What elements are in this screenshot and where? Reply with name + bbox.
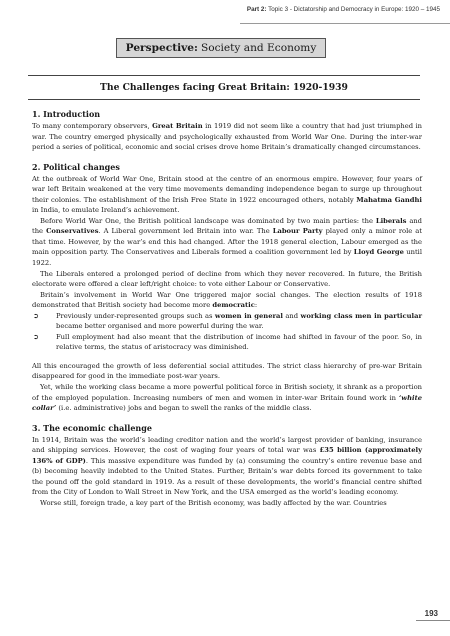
list-item	[32, 311, 422, 332]
text-run: Yet, while the working class became a more powerful political force in British society, it shrank as a proportion of the employed population. Increasing numbers of men and women in inter-war Britain found work in	[32, 383, 422, 402]
text-run: Previously under-represented groups such as	[56, 311, 215, 320]
emphasis: Great Britain	[152, 122, 203, 130]
list-item	[32, 332, 422, 353]
emphasis: Conservatives	[46, 227, 99, 236]
banner-label: Perspective:	[125, 42, 198, 54]
article-body	[32, 108, 422, 509]
text-run: . A Liberal government led Britain into war. The	[98, 227, 273, 236]
page-number: 193	[424, 609, 438, 618]
chapter-title: The Challenges facing Great Britain: 1920-1939	[100, 82, 348, 93]
perspective-banner	[116, 38, 326, 58]
text-run: :	[254, 301, 258, 310]
footer-rule	[416, 620, 450, 621]
paragraph	[32, 435, 422, 498]
section-heading-economic: 3. The economic challenge	[32, 422, 152, 433]
text-run: . This massive expenditure was funded by (a) consuming the country’s entire revenue base and (b) becoming heavily indebted to the United States. Further, Britain’s war debts forced its government to take the pound off the gold standard in 1919. As a result of these developments, the world’s financial centre shifted from the City of London to Wall Street in New York, and the USA emerged as the world’s leading economy.	[32, 456, 423, 497]
paragraph	[32, 290, 422, 311]
text-run: To many contemporary observers,	[32, 122, 153, 130]
emphasis: women in general	[214, 311, 283, 320]
paragraph: The Liberals entered a prolonged period of decline from which they never recovered. In future, the British electorate were offered a clear left/right choice: to vote either Labour or Conservative.	[32, 269, 422, 289]
text-run: and the	[32, 216, 423, 236]
section-heading-political: 2. Political changes	[32, 161, 120, 172]
chapter-title-box	[28, 75, 420, 100]
paragraph	[32, 216, 422, 269]
paragraph	[32, 174, 422, 216]
emphasis: Lloyd George	[353, 248, 404, 257]
text-run: In 1914, Britain was the world’s leading creditor nation and the world’s largest provider of banking, insurance and shipping services. However, the cost of waging four years of total war was	[32, 435, 422, 455]
section-heading-introduction: 1. Introduction	[32, 109, 101, 119]
paragraph: Worse still, foreign trade, a key part of the British economy, was badly affected by the war. Countries	[40, 498, 387, 507]
text-run: Before World War One, the British political landscape was dominated by two main parties: the	[40, 216, 376, 225]
arrow-bullet-icon: ➲	[33, 332, 39, 341]
header-topic: Topic 3 - Dictatorship and Democracy in Europe: 1920 – 1945	[268, 6, 440, 13]
paragraph	[32, 382, 422, 414]
text-run: played only a minor role at that time. However, by the war’s end this had changed. After the 1918 general election, Labour emerged as the main opposition party. The Conservatives and Liberals formed a coalition government led by	[32, 227, 422, 257]
text-run: in 1919 did not seem like a country that had just triumphed in war. The country emerged physically and psychologically exhausted from World War One. During the inter-war period a series of political, economic and social crises drove home Britain’s dramatically changed circumstances.	[32, 122, 423, 152]
text-run: in India, to emulate Ireland’s achievement.	[32, 206, 180, 215]
header-part: Part 2:	[246, 6, 267, 13]
emphasis: democratic	[212, 301, 255, 310]
bullet-list	[32, 311, 422, 353]
arrow-bullet-icon: ➲	[33, 311, 39, 320]
banner-text: Society and Economy	[200, 42, 317, 54]
text-run: and	[283, 311, 301, 320]
emphasis: ‘white collar’	[32, 393, 422, 413]
emphasis: Liberals	[375, 216, 407, 225]
text-run: became better organised and more powerful during the war.	[56, 322, 264, 331]
emphasis: Labour Party	[272, 227, 323, 236]
text-run: Full employment had also meant that the distribution of income had shifted in favour of the poor. So, in relative terms, the status of aristocracy was diminished.	[56, 332, 422, 352]
text-run: Britain’s involvement in World War One triggered major social changes. The election results of 1918 demonstrated that British society had become more	[32, 290, 422, 310]
emphasis: working class men in particular	[300, 311, 423, 320]
paragraph: All this encouraged the growth of less deferential social attitudes. The strict class hierarchy of pre-war Britain disappeared for good in the immediate post-war years.	[32, 361, 422, 381]
emphasis: Mahatma Gandhi	[356, 195, 422, 204]
paragraph	[32, 121, 422, 153]
text-run: At the outbreak of World War One, Britain stood at the centre of an enormous empire. However, four years of war left Britain weakened at the very time movements demanding independence began to surge up throughout their colonies. The establishment of the Irish Free State in 1922 encouraged others, notably	[32, 174, 422, 204]
running-header	[247, 6, 440, 13]
text-run: (i.e. administrative) jobs and began to swell the ranks of the middle class.	[56, 404, 312, 413]
text-run: until 1922.	[32, 248, 423, 268]
emphasis: £35 billion (approximately 136% of GDP)	[32, 446, 422, 465]
